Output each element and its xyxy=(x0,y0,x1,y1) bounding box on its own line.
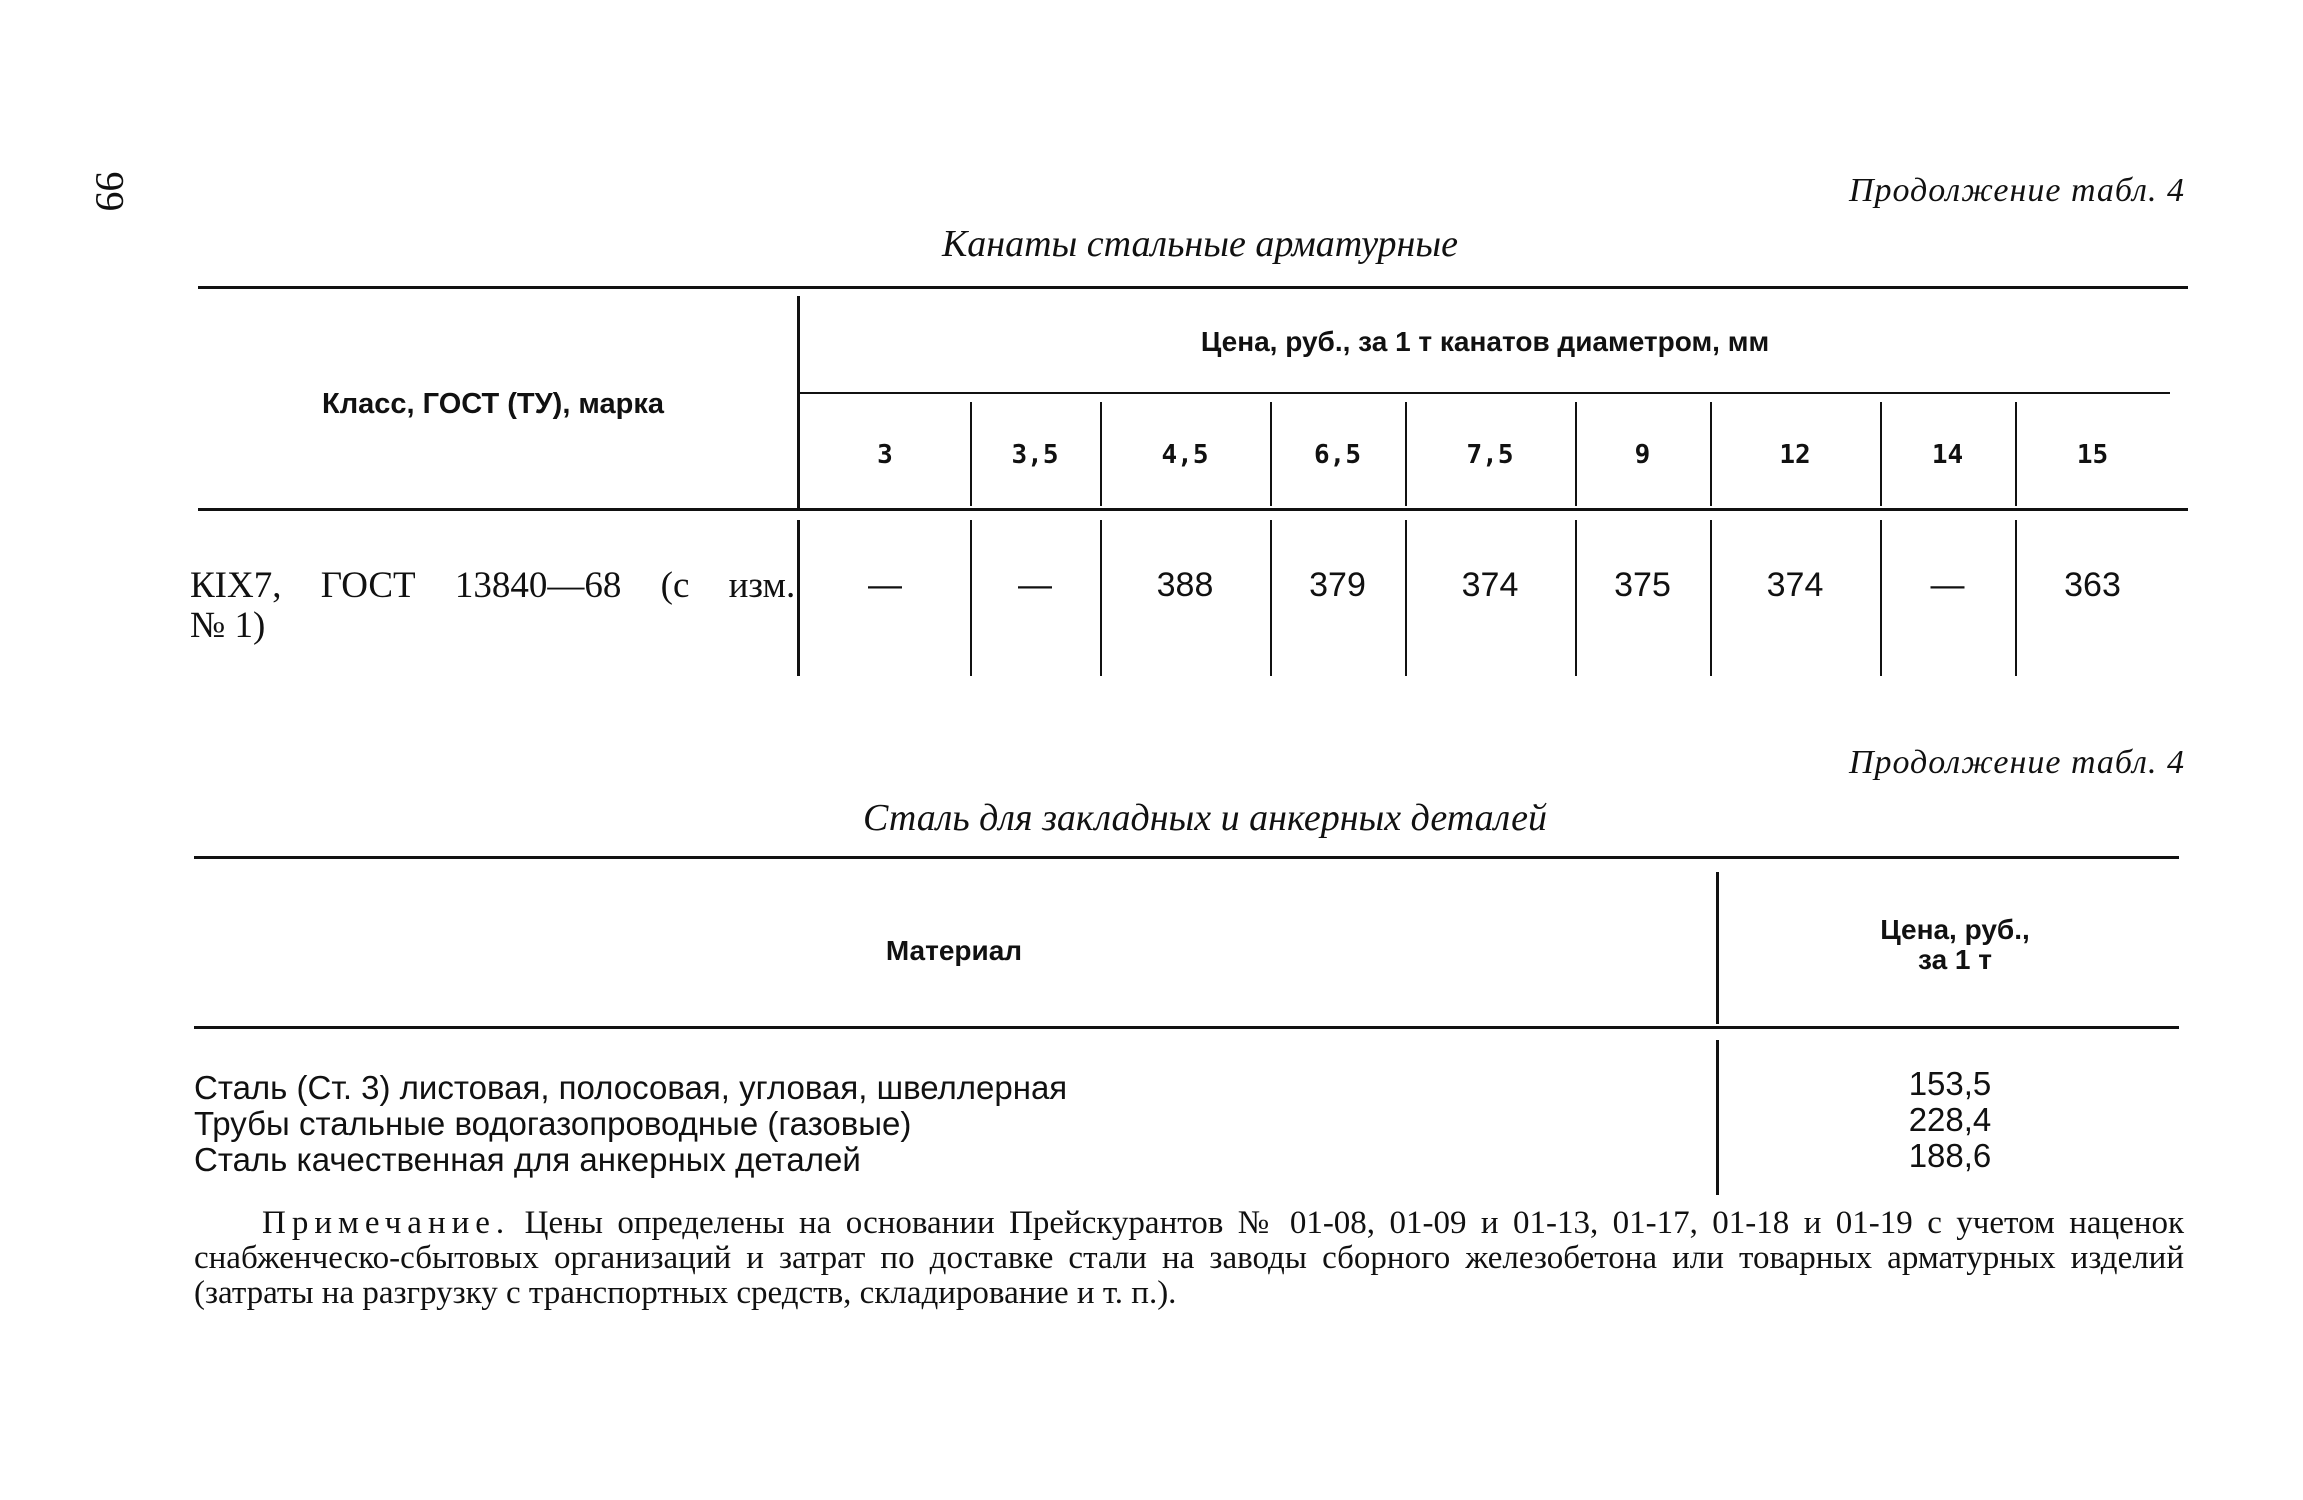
table2-header-material: Материал xyxy=(885,935,1023,966)
table1-header-col-divider xyxy=(1880,402,1882,506)
table2-header-price xyxy=(1720,915,2190,975)
table1-value-6: 375 xyxy=(1614,566,1671,604)
note-lead: Примечание. xyxy=(262,1205,511,1241)
table1-value-2: — xyxy=(1018,566,1052,604)
table2-price-3: 188,6 xyxy=(1908,1137,1992,1174)
table1-diameter-6: 9 xyxy=(1634,440,1651,470)
page-number: 99 xyxy=(87,171,133,212)
table1-header-col-divider xyxy=(1710,402,1712,506)
table1-row-col-divider xyxy=(970,520,972,676)
table2-material-2: Трубы стальные водогазопроводные (газовые) xyxy=(194,1105,912,1142)
table1-row-col-divider xyxy=(2015,520,2017,676)
table1-header-col-divider xyxy=(1575,402,1577,506)
table1-diameter-5: 7,5 xyxy=(1466,440,1514,470)
table2-continuation-label: Продолжение табл. 4 xyxy=(1848,744,2185,781)
table2-header-bottom-rule xyxy=(194,1026,2179,1029)
table2-header-price-line1: Цена, руб., xyxy=(1880,914,2030,945)
table1-row-col-divider xyxy=(1100,520,1102,676)
table2-header-price-line2: за 1 т xyxy=(1918,944,1992,975)
table1-header-bottom-rule xyxy=(198,508,2188,511)
table1-header-col-divider xyxy=(1405,402,1407,506)
table1-header-col-divider xyxy=(2015,402,2017,506)
table2-top-rule xyxy=(194,856,2179,859)
table2-material-1: Сталь (Ст. 3) листовая, полосовая, угловая, швеллерная xyxy=(194,1069,1068,1106)
table1-row-col-divider xyxy=(1575,520,1577,676)
table1-value-5: 374 xyxy=(1461,566,1519,604)
table1-subheader-rule xyxy=(800,392,2170,394)
table1-title: Канаты стальные арматурные xyxy=(941,223,1459,265)
table2-prices xyxy=(1840,1066,2060,1174)
table2-price-1: 153,5 xyxy=(1908,1065,1992,1102)
table1-diameter-9: 15 xyxy=(2076,440,2109,470)
table1-row-label-line1: КIX7, ГОСТ 13840—68 (с изм. xyxy=(190,565,796,606)
note-text: Цены определены на основании Прейскурантов № 01-08, 01-09 и 01-13, 01-17, 01-18 и 01-19 с учетом наценок снабженческо-сбытовых организаций и затрат по доставке стали на заводы сборного железобетона или товарных арматурных изделий (затраты на разгрузку с транспортных средств, складирование и т. п.). xyxy=(194,1205,2185,1311)
note xyxy=(194,1206,2184,1311)
table1-value-1: — xyxy=(868,566,902,604)
table1-row-label-line2: № 1) xyxy=(190,605,266,646)
table1-row-col-divider xyxy=(1270,520,1272,676)
table2-row-divider xyxy=(1716,1040,1719,1195)
table1-row-label xyxy=(190,566,795,646)
table1-diameter-2: 3,5 xyxy=(1011,440,1059,470)
table1-row-col-divider xyxy=(1710,520,1712,676)
table1-diameter-1: 3 xyxy=(877,440,893,470)
table2-material-3: Сталь качественная для анкерных деталей xyxy=(194,1141,861,1178)
table1-value-3: 388 xyxy=(1156,566,1214,604)
table1-value-7: 374 xyxy=(1766,566,1824,604)
table2-price-2: 228,4 xyxy=(1908,1101,1992,1138)
table1-value-8: — xyxy=(1930,566,1965,604)
table1-diameter-4: 6,5 xyxy=(1314,440,1361,470)
table1-value-9: 363 xyxy=(2064,566,2121,604)
table1-row-col-divider xyxy=(1880,520,1882,676)
table1-header-price: Цена, руб., за 1 т канатов диаметром, мм xyxy=(1200,326,1770,357)
table2-title: Сталь для закладных и анкерных деталей xyxy=(862,797,1548,839)
table1-header-col-divider xyxy=(1100,402,1102,506)
table2-header-divider xyxy=(1716,872,1719,1024)
table1-header-col-divider xyxy=(970,402,972,506)
table1-continuation-label: Продолжение табл. 4 xyxy=(1848,172,2185,209)
table1-diameter-8: 14 xyxy=(1931,440,1964,470)
table1-header-class: Класс, ГОСТ (ТУ), марка xyxy=(322,388,664,420)
table1-value-4: 379 xyxy=(1309,566,1366,604)
table1-diameter-7: 12 xyxy=(1779,440,1811,470)
table1-diameter-3: 4,5 xyxy=(1161,440,1209,470)
table1-row-col-divider xyxy=(1405,520,1407,676)
table1-header-col-divider xyxy=(1270,402,1272,506)
table1-top-rule xyxy=(198,286,2188,289)
table2-materials xyxy=(194,1070,1067,1178)
